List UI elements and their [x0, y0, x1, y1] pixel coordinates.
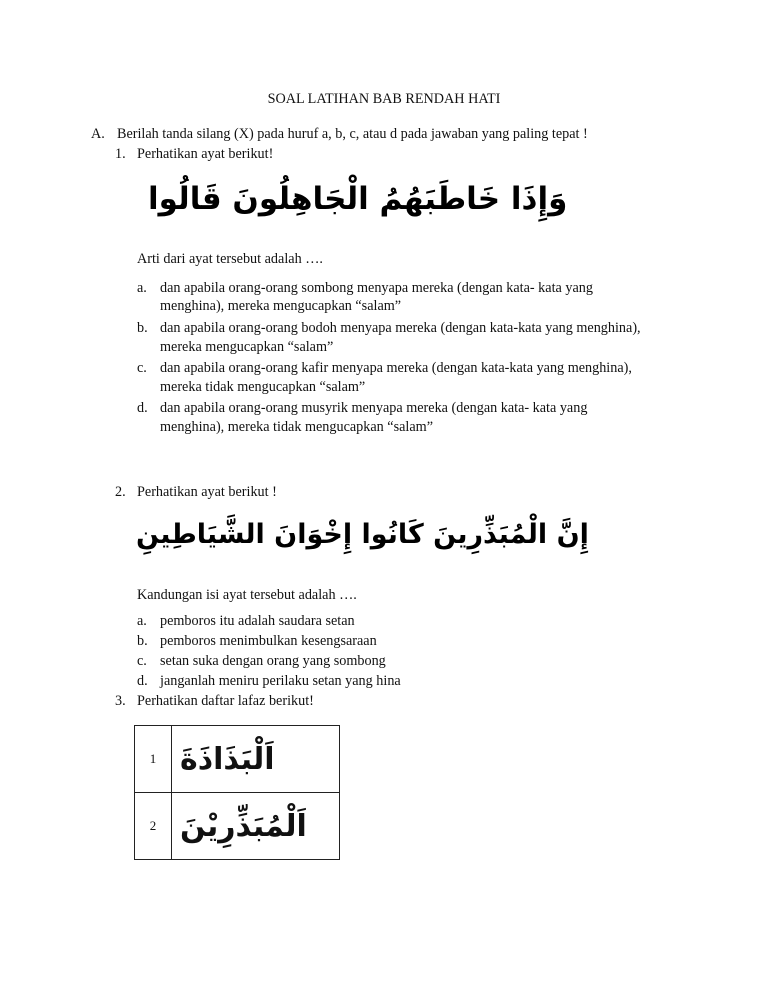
lafaz-number: 2	[135, 793, 172, 860]
lafaz-arabic: اَلْبَذَاذَةَ	[180, 741, 275, 777]
q1-option-d-text-1: dan apabila orang-orang musyrik menyapa mereka (dengan kata- kata yang	[160, 400, 588, 416]
q2-option-a-letter[interactable]: a.	[137, 613, 147, 629]
q2-ayat: إِنَّ الْمُبَذِّرِينَ كَانُوا إِخْوَانَ الشَّيَاطِينِ	[136, 519, 589, 550]
q1-ayat: وَإِذَا خَاطَبَهُمُ الْجَاهِلُونَ قَالُوا	[148, 181, 568, 217]
q1-option-b-text-1: dan apabila orang-orang bodoh menyapa mereka (dengan kata-kata yang menghina),	[160, 320, 641, 336]
q1-option-c-text-1: dan apabila orang-orang kafir menyapa mereka (dengan kata-kata yang menghina),	[160, 360, 632, 376]
q2-option-c-letter[interactable]: c.	[137, 653, 147, 669]
q1-prompt: Perhatikan ayat berikut!	[137, 146, 274, 162]
lafaz-table	[134, 725, 340, 860]
q1-option-c-letter[interactable]: c.	[137, 360, 147, 376]
table-row	[135, 793, 340, 860]
q1-option-a-text-1: dan apabila orang-orang sombong menyapa mereka (dengan kata- kata yang	[160, 280, 593, 296]
q1-option-b-letter[interactable]: b.	[137, 320, 148, 336]
lafaz-cell	[172, 726, 340, 793]
q1-option-b-text-2: mereka mengucapkan “salam”	[160, 339, 334, 355]
q1-option-c-text-2: mereka tidak mengucapkan “salam”	[160, 379, 366, 395]
q2-number: 2.	[115, 484, 126, 500]
q3-prompt: Perhatikan daftar lafaz berikut!	[137, 693, 314, 709]
page-title: SOAL LATIHAN BAB RENDAH HATI	[267, 91, 501, 107]
q1-option-d-letter[interactable]: d.	[137, 400, 148, 416]
lafaz-number: 1	[135, 726, 172, 793]
section-letter: A.	[91, 126, 105, 142]
lafaz-cell	[172, 793, 340, 860]
q1-option-a-text-2: menghina), mereka mengucapkan “salam”	[160, 298, 402, 314]
q2-prompt: Perhatikan ayat berikut !	[137, 484, 277, 500]
lafaz-arabic: اَلْمُبَذِّرِيْنَ	[180, 808, 307, 844]
q2-option-c-text: setan suka dengan orang yang sombong	[160, 653, 386, 669]
q1-option-d-text-2: menghina), mereka tidak mengucapkan “salam”	[160, 419, 433, 435]
q3-number: 3.	[115, 693, 126, 709]
q2-option-a-text: pemboros itu adalah saudara setan	[160, 613, 355, 629]
q1-option-a-letter[interactable]: a.	[137, 280, 147, 296]
q1-number: 1.	[115, 146, 126, 162]
q2-option-d-text: janganlah meniru perilaku setan yang hina	[160, 673, 401, 689]
q2-option-d-letter[interactable]: d.	[137, 673, 148, 689]
q1-question: Arti dari ayat tersebut adalah ….	[137, 251, 323, 267]
section-instruction: Berilah tanda silang (X) pada huruf a, b, c, atau d pada jawaban yang paling tepat !	[117, 126, 588, 142]
q2-question: Kandungan isi ayat tersebut adalah ….	[137, 587, 357, 603]
q2-option-b-letter[interactable]: b.	[137, 633, 148, 649]
table-row	[135, 726, 340, 793]
q2-option-b-text: pemboros menimbulkan kesengsaraan	[160, 633, 377, 649]
